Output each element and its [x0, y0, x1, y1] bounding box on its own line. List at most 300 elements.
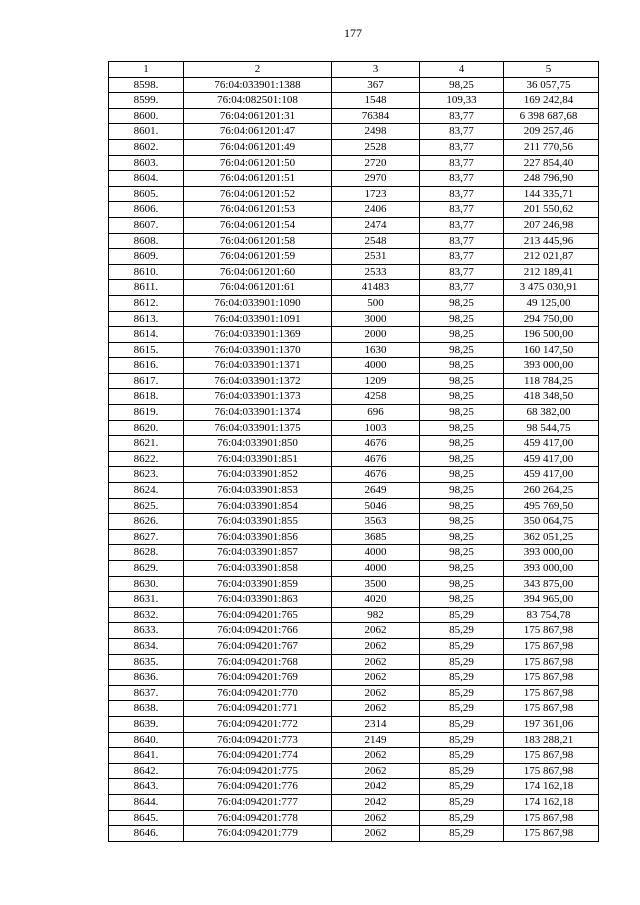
row-number-cell: 8639. [109, 716, 184, 732]
table-row [109, 794, 599, 810]
rate-cell: 85,29 [420, 638, 504, 654]
rate-cell: 98,25 [420, 295, 504, 311]
value-cell: 175 867,98 [504, 748, 599, 764]
area-cell: 4000 [332, 561, 420, 577]
rate-cell: 98,25 [420, 358, 504, 374]
area-cell: 2062 [332, 701, 420, 717]
area-cell: 4258 [332, 389, 420, 405]
value-cell: 175 867,98 [504, 810, 599, 826]
rate-cell: 83,77 [420, 280, 504, 296]
value-cell: 201 550,62 [504, 202, 599, 218]
value-cell: 49 125,00 [504, 295, 599, 311]
value-cell: 83 754,78 [504, 607, 599, 623]
cadastral-number-cell: 76:04:033901:855 [184, 514, 332, 530]
value-cell: 459 417,00 [504, 467, 599, 483]
value-cell: 294 750,00 [504, 311, 599, 327]
cadastral-number-cell: 76:04:061201:47 [184, 124, 332, 140]
rate-cell: 85,29 [420, 607, 504, 623]
area-cell: 367 [332, 77, 420, 93]
value-cell: 3 475 030,91 [504, 280, 599, 296]
value-cell: 175 867,98 [504, 670, 599, 686]
row-number-cell: 8617. [109, 373, 184, 389]
header-cell-2: 2 [184, 62, 332, 78]
value-cell: 211 770,56 [504, 139, 599, 155]
value-cell: 98 544,75 [504, 420, 599, 436]
cadastral-number-cell: 76:04:033901:854 [184, 498, 332, 514]
row-number-cell: 8612. [109, 295, 184, 311]
row-number-cell: 8619. [109, 405, 184, 421]
cadastral-number-cell: 76:04:033901:1091 [184, 311, 332, 327]
value-cell: 174 162,18 [504, 794, 599, 810]
row-number-cell: 8602. [109, 139, 184, 155]
area-cell: 4676 [332, 436, 420, 452]
page-number: 177 [344, 26, 362, 40]
cadastral-number-cell: 76:04:094201:776 [184, 779, 332, 795]
cadastral-number-cell: 76:04:033901:1374 [184, 405, 332, 421]
area-cell: 2314 [332, 716, 420, 732]
row-number-cell: 8616. [109, 358, 184, 374]
value-cell: 209 257,46 [504, 124, 599, 140]
cadastral-number-cell: 76:04:033901:857 [184, 545, 332, 561]
header-cell-5: 5 [504, 62, 599, 78]
value-cell: 169 242,84 [504, 93, 599, 109]
row-number-cell: 8637. [109, 685, 184, 701]
row-number-cell: 8632. [109, 607, 184, 623]
cadastral-number-cell: 76:04:061201:52 [184, 186, 332, 202]
area-cell: 3000 [332, 311, 420, 327]
table-row [109, 77, 599, 93]
rate-cell: 83,77 [420, 249, 504, 265]
row-number-cell: 8645. [109, 810, 184, 826]
area-cell: 500 [332, 295, 420, 311]
table-row [109, 233, 599, 249]
table-row [109, 467, 599, 483]
table-row [109, 93, 599, 109]
cadastral-number-cell: 76:04:061201:61 [184, 280, 332, 296]
area-cell: 2062 [332, 638, 420, 654]
table-body [109, 77, 599, 841]
row-number-cell: 8601. [109, 124, 184, 140]
table-row [109, 139, 599, 155]
rate-cell: 98,25 [420, 592, 504, 608]
cadastral-number-cell: 76:04:094201:768 [184, 654, 332, 670]
value-cell: 175 867,98 [504, 826, 599, 842]
row-number-cell: 8634. [109, 638, 184, 654]
row-number-cell: 8609. [109, 249, 184, 265]
value-cell: 248 796,90 [504, 171, 599, 187]
row-number-cell: 8615. [109, 342, 184, 358]
value-cell: 175 867,98 [504, 763, 599, 779]
table-row [109, 529, 599, 545]
cadastral-number-cell: 76:04:033901:858 [184, 561, 332, 577]
rate-cell: 98,25 [420, 405, 504, 421]
value-cell: 393 000,00 [504, 561, 599, 577]
table-row [109, 592, 599, 608]
row-number-cell: 8629. [109, 561, 184, 577]
row-number-cell: 8613. [109, 311, 184, 327]
rate-cell: 98,25 [420, 327, 504, 343]
value-cell: 144 335,71 [504, 186, 599, 202]
header-cell-4: 4 [420, 62, 504, 78]
rate-cell: 98,25 [420, 311, 504, 327]
table-row [109, 545, 599, 561]
cadastral-number-cell: 76:04:033901:853 [184, 483, 332, 499]
area-cell: 41483 [332, 280, 420, 296]
table-row [109, 701, 599, 717]
area-cell: 2062 [332, 685, 420, 701]
area-cell: 2533 [332, 264, 420, 280]
row-number-cell: 8605. [109, 186, 184, 202]
rate-cell: 98,25 [420, 483, 504, 499]
row-number-cell: 8607. [109, 217, 184, 233]
cadastral-number-cell: 76:04:033901:850 [184, 436, 332, 452]
cadastral-number-cell: 76:04:061201:31 [184, 108, 332, 124]
rate-cell: 85,29 [420, 685, 504, 701]
area-cell: 2062 [332, 748, 420, 764]
value-cell: 175 867,98 [504, 638, 599, 654]
area-cell: 696 [332, 405, 420, 421]
row-number-cell: 8598. [109, 77, 184, 93]
cadastral-number-cell: 76:04:033901:1388 [184, 77, 332, 93]
cadastral-number-cell: 76:04:094201:769 [184, 670, 332, 686]
row-number-cell: 8633. [109, 623, 184, 639]
table-row [109, 451, 599, 467]
value-cell: 118 784,25 [504, 373, 599, 389]
row-number-cell: 8614. [109, 327, 184, 343]
table-row [109, 217, 599, 233]
row-number-cell: 8638. [109, 701, 184, 717]
row-number-cell: 8644. [109, 794, 184, 810]
rate-cell: 85,29 [420, 732, 504, 748]
table-row [109, 623, 599, 639]
table-row [109, 654, 599, 670]
cadastral-number-cell: 76:04:094201:773 [184, 732, 332, 748]
cadastral-number-cell: 76:04:061201:53 [184, 202, 332, 218]
row-number-cell: 8646. [109, 826, 184, 842]
area-cell: 2649 [332, 483, 420, 499]
value-cell: 175 867,98 [504, 685, 599, 701]
value-cell: 418 348,50 [504, 389, 599, 405]
area-cell: 2406 [332, 202, 420, 218]
area-cell: 3685 [332, 529, 420, 545]
table-row [109, 685, 599, 701]
table-row [109, 561, 599, 577]
row-number-cell: 8610. [109, 264, 184, 280]
table-row [109, 389, 599, 405]
value-cell: 207 246,98 [504, 217, 599, 233]
rate-cell: 85,29 [420, 810, 504, 826]
table-row [109, 483, 599, 499]
row-number-cell: 8631. [109, 592, 184, 608]
area-cell: 4676 [332, 467, 420, 483]
area-cell: 2062 [332, 763, 420, 779]
rate-cell: 98,25 [420, 576, 504, 592]
cadastral-number-cell: 76:04:033901:1371 [184, 358, 332, 374]
row-number-cell: 8623. [109, 467, 184, 483]
row-number-cell: 8641. [109, 748, 184, 764]
value-cell: 174 162,18 [504, 779, 599, 795]
value-cell: 495 769,50 [504, 498, 599, 514]
table-row [109, 342, 599, 358]
cadastral-number-cell: 76:04:061201:58 [184, 233, 332, 249]
value-cell: 175 867,98 [504, 654, 599, 670]
area-cell: 2000 [332, 327, 420, 343]
area-cell: 2062 [332, 826, 420, 842]
cadastral-number-cell: 76:04:094201:772 [184, 716, 332, 732]
cadastral-number-cell: 76:04:033901:1372 [184, 373, 332, 389]
rate-cell: 98,25 [420, 77, 504, 93]
rate-cell: 98,25 [420, 342, 504, 358]
value-cell: 196 500,00 [504, 327, 599, 343]
table-row [109, 763, 599, 779]
table-row [109, 779, 599, 795]
area-cell: 2474 [332, 217, 420, 233]
rate-cell: 85,29 [420, 794, 504, 810]
row-number-cell: 8630. [109, 576, 184, 592]
row-number-cell: 8600. [109, 108, 184, 124]
table-row [109, 155, 599, 171]
area-cell: 2062 [332, 670, 420, 686]
header-cell-3: 3 [332, 62, 420, 78]
rate-cell: 83,77 [420, 124, 504, 140]
area-cell: 2042 [332, 794, 420, 810]
rate-cell: 98,25 [420, 389, 504, 405]
value-cell: 6 398 687,68 [504, 108, 599, 124]
rate-cell: 98,25 [420, 498, 504, 514]
cadastral-number-cell: 76:04:094201:767 [184, 638, 332, 654]
area-cell: 2498 [332, 124, 420, 140]
table-row [109, 436, 599, 452]
area-cell: 1630 [332, 342, 420, 358]
row-number-cell: 8640. [109, 732, 184, 748]
cadastral-number-cell: 76:04:094201:777 [184, 794, 332, 810]
area-cell: 1548 [332, 93, 420, 109]
value-cell: 394 965,00 [504, 592, 599, 608]
area-cell: 4676 [332, 451, 420, 467]
value-cell: 160 147,50 [504, 342, 599, 358]
cadastral-number-cell: 76:04:033901:1370 [184, 342, 332, 358]
header-cell-1: 1 [109, 62, 184, 78]
value-cell: 213 445,96 [504, 233, 599, 249]
area-cell: 4000 [332, 545, 420, 561]
row-number-cell: 8620. [109, 420, 184, 436]
cadastral-number-cell: 76:04:061201:50 [184, 155, 332, 171]
row-number-cell: 8606. [109, 202, 184, 218]
value-cell: 183 288,21 [504, 732, 599, 748]
rate-cell: 85,29 [420, 654, 504, 670]
area-cell: 2970 [332, 171, 420, 187]
area-cell: 1209 [332, 373, 420, 389]
rate-cell: 98,25 [420, 514, 504, 530]
rate-cell: 85,29 [420, 701, 504, 717]
row-number-cell: 8643. [109, 779, 184, 795]
row-number-cell: 8618. [109, 389, 184, 405]
header-row [109, 62, 599, 78]
area-cell: 2149 [332, 732, 420, 748]
area-cell: 2062 [332, 810, 420, 826]
rate-cell: 83,77 [420, 155, 504, 171]
table-row [109, 124, 599, 140]
rate-cell: 98,25 [420, 420, 504, 436]
cadastral-number-cell: 76:04:061201:54 [184, 217, 332, 233]
area-cell: 4000 [332, 358, 420, 374]
row-number-cell: 8627. [109, 529, 184, 545]
row-number-cell: 8642. [109, 763, 184, 779]
area-cell: 1723 [332, 186, 420, 202]
cadastral-number-cell: 76:04:094201:766 [184, 623, 332, 639]
cadastral-number-cell: 76:04:061201:59 [184, 249, 332, 265]
rate-cell: 85,29 [420, 826, 504, 842]
rate-cell: 98,25 [420, 561, 504, 577]
area-cell: 982 [332, 607, 420, 623]
cadastral-number-cell: 76:04:033901:1373 [184, 389, 332, 405]
rate-cell: 85,29 [420, 623, 504, 639]
table-row [109, 638, 599, 654]
cadastral-number-cell: 76:04:033901:1369 [184, 327, 332, 343]
table-row [109, 514, 599, 530]
area-cell: 2062 [332, 654, 420, 670]
row-number-cell: 8604. [109, 171, 184, 187]
row-number-cell: 8636. [109, 670, 184, 686]
row-number-cell: 8628. [109, 545, 184, 561]
cadastral-number-cell: 76:04:094201:779 [184, 826, 332, 842]
area-cell: 4020 [332, 592, 420, 608]
rate-cell: 83,77 [420, 233, 504, 249]
table-row [109, 576, 599, 592]
rate-cell: 83,77 [420, 139, 504, 155]
rate-cell: 85,29 [420, 670, 504, 686]
value-cell: 393 000,00 [504, 545, 599, 561]
row-number-cell: 8611. [109, 280, 184, 296]
rate-cell: 98,25 [420, 467, 504, 483]
cadastral-number-cell: 76:04:082501:108 [184, 93, 332, 109]
rate-cell: 85,29 [420, 763, 504, 779]
rate-cell: 98,25 [420, 529, 504, 545]
rate-cell: 83,77 [420, 108, 504, 124]
table-row [109, 810, 599, 826]
table-row [109, 748, 599, 764]
row-number-cell: 8625. [109, 498, 184, 514]
cadastral-number-cell: 76:04:033901:1090 [184, 295, 332, 311]
rate-cell: 109,33 [420, 93, 504, 109]
table-row [109, 716, 599, 732]
value-cell: 68 382,00 [504, 405, 599, 421]
table-row [109, 670, 599, 686]
row-number-cell: 8624. [109, 483, 184, 499]
table-row [109, 826, 599, 842]
value-cell: 36 057,75 [504, 77, 599, 93]
cadastral-number-cell: 76:04:033901:856 [184, 529, 332, 545]
cadastral-number-cell: 76:04:094201:774 [184, 748, 332, 764]
area-cell: 3563 [332, 514, 420, 530]
rate-cell: 85,29 [420, 748, 504, 764]
table-row [109, 280, 599, 296]
cadastral-number-cell: 76:04:033901:851 [184, 451, 332, 467]
table-row [109, 358, 599, 374]
row-number-cell: 8635. [109, 654, 184, 670]
rate-cell: 98,25 [420, 436, 504, 452]
value-cell: 459 417,00 [504, 451, 599, 467]
table-row [109, 420, 599, 436]
cadastral-number-cell: 76:04:094201:778 [184, 810, 332, 826]
table-row [109, 607, 599, 623]
table-row [109, 171, 599, 187]
value-cell: 175 867,98 [504, 701, 599, 717]
table-row [109, 264, 599, 280]
table-row [109, 311, 599, 327]
area-cell: 5046 [332, 498, 420, 514]
cadastral-number-cell: 76:04:061201:51 [184, 171, 332, 187]
table-row [109, 202, 599, 218]
value-cell: 212 021,87 [504, 249, 599, 265]
table-row [109, 327, 599, 343]
cadastral-number-cell: 76:04:061201:60 [184, 264, 332, 280]
rate-cell: 98,25 [420, 545, 504, 561]
table-row [109, 498, 599, 514]
value-cell: 197 361,06 [504, 716, 599, 732]
table-row [109, 249, 599, 265]
value-cell: 260 264,25 [504, 483, 599, 499]
table-header [109, 62, 599, 78]
value-cell: 227 854,40 [504, 155, 599, 171]
cadastral-number-cell: 76:04:094201:765 [184, 607, 332, 623]
table-row [109, 405, 599, 421]
cadastral-number-cell: 76:04:033901:1375 [184, 420, 332, 436]
rate-cell: 98,25 [420, 373, 504, 389]
value-cell: 459 417,00 [504, 436, 599, 452]
row-number-cell: 8608. [109, 233, 184, 249]
table-row [109, 186, 599, 202]
row-number-cell: 8622. [109, 451, 184, 467]
value-cell: 343 875,00 [504, 576, 599, 592]
area-cell: 1003 [332, 420, 420, 436]
rate-cell: 83,77 [420, 217, 504, 233]
data-table [108, 61, 599, 842]
value-cell: 362 051,25 [504, 529, 599, 545]
rate-cell: 83,77 [420, 171, 504, 187]
area-cell: 2720 [332, 155, 420, 171]
rate-cell: 98,25 [420, 451, 504, 467]
area-cell: 2062 [332, 623, 420, 639]
area-cell: 76384 [332, 108, 420, 124]
rate-cell: 85,29 [420, 716, 504, 732]
area-cell: 2042 [332, 779, 420, 795]
area-cell: 3500 [332, 576, 420, 592]
value-cell: 175 867,98 [504, 623, 599, 639]
cadastral-number-cell: 76:04:094201:771 [184, 701, 332, 717]
cadastral-number-cell: 76:04:061201:49 [184, 139, 332, 155]
value-cell: 393 000,00 [504, 358, 599, 374]
cadastral-number-cell: 76:04:094201:770 [184, 685, 332, 701]
area-cell: 2531 [332, 249, 420, 265]
table-row [109, 732, 599, 748]
rate-cell: 85,29 [420, 779, 504, 795]
table-row [109, 373, 599, 389]
cadastral-number-cell: 76:04:033901:859 [184, 576, 332, 592]
rate-cell: 83,77 [420, 264, 504, 280]
value-cell: 350 064,75 [504, 514, 599, 530]
row-number-cell: 8599. [109, 93, 184, 109]
rate-cell: 83,77 [420, 186, 504, 202]
area-cell: 2528 [332, 139, 420, 155]
row-number-cell: 8603. [109, 155, 184, 171]
rate-cell: 83,77 [420, 202, 504, 218]
area-cell: 2548 [332, 233, 420, 249]
cadastral-number-cell: 76:04:033901:863 [184, 592, 332, 608]
value-cell: 212 189,41 [504, 264, 599, 280]
table-row [109, 108, 599, 124]
table-row [109, 295, 599, 311]
